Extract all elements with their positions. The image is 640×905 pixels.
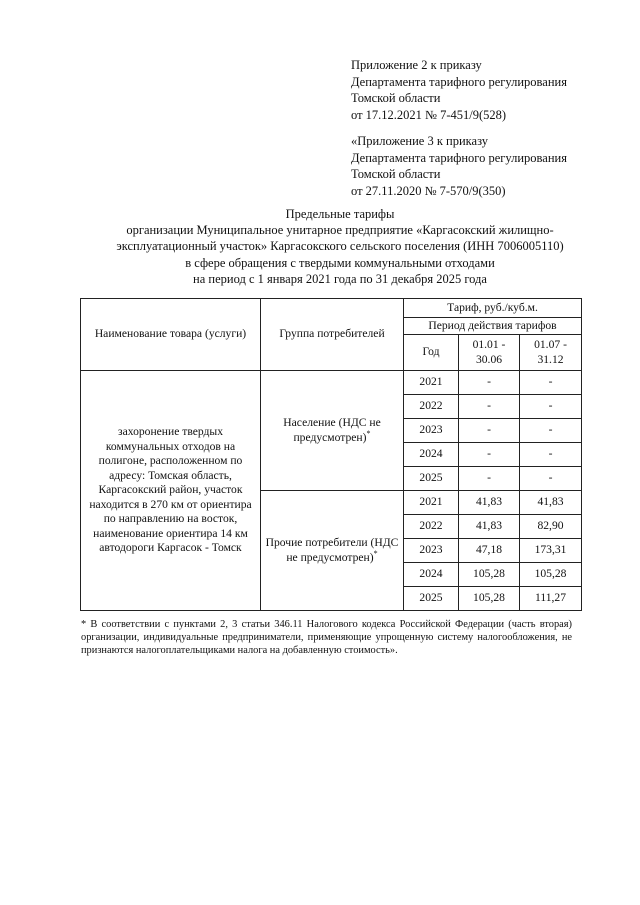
appendix-line: от 17.12.2021 № 7-451/9(528) <box>351 107 507 122</box>
tariff-h1-cell: 105,28 <box>459 587 520 611</box>
group-cell-population <box>261 371 404 491</box>
appendix-block-1 <box>351 57 621 123</box>
tariff-h2-cell: - <box>520 419 582 443</box>
appendix-line: Томской области <box>351 91 441 105</box>
footnote-mark: * <box>366 428 371 438</box>
tariff-h1-cell: 105,28 <box>459 563 520 587</box>
tariff-h2-cell: - <box>520 467 582 491</box>
title-line: эксплуатационный участок» Каргасокского сельского поселения (ИНН 7006005110) <box>116 239 564 254</box>
group-cell-other <box>261 491 404 611</box>
title-line: на период с 1 января 2021 года по 31 декабря 2025 года <box>193 271 487 286</box>
footnote-mark: * <box>373 548 378 558</box>
title-line: Предельные тарифы <box>285 207 395 221</box>
appendix-line: от 27.11.2020 № 7-570/9(350) <box>351 183 506 198</box>
appendix-block-2 <box>351 133 621 199</box>
tariff-h2-cell: 41,83 <box>520 491 582 515</box>
appendix-line: Департамента тарифного регулирования <box>351 150 567 165</box>
appendix-line: Томской области <box>351 167 441 181</box>
year-cell: 2024 <box>404 443 459 467</box>
tariff-h1-cell: - <box>459 395 520 419</box>
title-line: организации Муниципальное унитарное предприятие «Каргасокский жилищно- <box>126 223 554 238</box>
group-name: Население (НДС не предусмотрен) <box>283 416 381 444</box>
header-tariff: Тариф, руб./куб.м. <box>404 299 582 318</box>
header-service: Наименование товара (услуги) <box>81 299 261 371</box>
tariff-table <box>80 298 582 611</box>
tariff-h2-cell: 82,90 <box>520 515 582 539</box>
title-line: в сфере обращения с твердыми коммунальными отходами <box>185 255 495 270</box>
header-period: Период действия тарифов <box>404 318 582 335</box>
tariff-h1-cell: 41,83 <box>459 491 520 515</box>
year-cell: 2025 <box>404 467 459 491</box>
tariff-h1-cell: - <box>459 467 520 491</box>
header-year: Год <box>404 335 459 371</box>
header-group: Группа потребителей <box>261 299 404 371</box>
appendix-line: Департамента тарифного регулирования <box>351 74 567 89</box>
appendix-line: Приложение 2 к приказу <box>351 58 482 72</box>
tariff-h2-cell: 173,31 <box>520 539 582 563</box>
year-cell: 2022 <box>404 395 459 419</box>
service-name-cell: захоронение твердых коммунальных отходов на полигоне, расположенном по адресу: Томская область, Каргасокский район, участок находится в 270 км от ориентира по направлению на восток, наименование ориентира 14 км автодороги Каргасок - Томск <box>81 371 261 611</box>
year-cell: 2021 <box>404 371 459 395</box>
header-half1: 01.01 - 30.06 <box>459 335 520 371</box>
year-cell: 2023 <box>404 539 459 563</box>
footnote: * В соответствии с пунктами 2, 3 статьи 346.11 Налогового кодекса Российской Федерации (часть вторая) организации, индивидуальные предприниматели, применяющие упрощенную систему налогообложения, не признаются налогоплательщиками налога на добавленную стоимость». <box>81 619 572 657</box>
tariff-h2-cell: 111,27 <box>520 587 582 611</box>
tariff-h2-cell: - <box>520 371 582 395</box>
tariff-h1-cell: 41,83 <box>459 515 520 539</box>
tariff-h1-cell: - <box>459 419 520 443</box>
tariff-h1-cell: 47,18 <box>459 539 520 563</box>
tariff-h1-cell: - <box>459 443 520 467</box>
header-half2: 01.07 - 31.12 <box>520 335 582 371</box>
appendix-header <box>351 57 621 199</box>
year-cell: 2025 <box>404 587 459 611</box>
tariff-h2-cell: - <box>520 395 582 419</box>
tariff-h2-cell: - <box>520 443 582 467</box>
year-cell: 2021 <box>404 491 459 515</box>
appendix-line: «Приложение 3 к приказу <box>351 134 489 148</box>
tariff-h1-cell: - <box>459 371 520 395</box>
year-cell: 2023 <box>404 419 459 443</box>
tariff-h2-cell: 105,28 <box>520 563 582 587</box>
year-cell: 2022 <box>404 515 459 539</box>
document-title <box>60 206 620 287</box>
group-name: Прочие потребители (НДС не предусмотрен) <box>265 536 399 564</box>
year-cell: 2024 <box>404 563 459 587</box>
